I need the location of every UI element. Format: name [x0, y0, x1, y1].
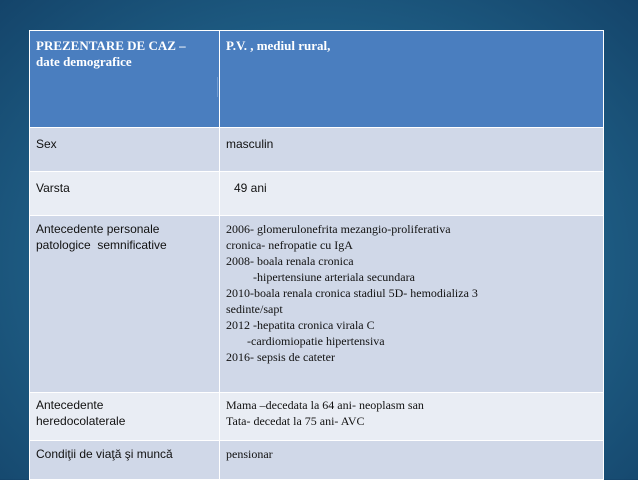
hered-line-father: Tata- decedat la 75 ani- AVC	[226, 414, 365, 428]
hered-line-mother: Mama –decedata la 64 ani- neoplasm san	[226, 398, 424, 412]
conditions-value: pensionar	[220, 441, 604, 480]
conditions-label: Condiţii de viaţă şi muncă	[30, 441, 220, 480]
antecedent-line: 2010-boala renala cronica stadiul 5D- hemodializa 3	[226, 286, 478, 300]
header-patient-cell	[220, 31, 604, 128]
antecedent-line: -hipertensiune arteriala secundara	[226, 270, 415, 284]
header-title-cell	[30, 31, 220, 128]
hered-label-line2: heredocolaterale	[36, 414, 126, 428]
antecedent-line: cronica- nefropatie cu IgA	[226, 238, 353, 252]
header-row	[30, 31, 604, 128]
age-label: Varsta	[30, 172, 220, 216]
age-value: 49 ani	[234, 181, 267, 195]
antecedents-label-line1: Antecedente personale	[36, 222, 160, 236]
case-presentation-table	[29, 30, 604, 480]
hered-value-cell	[220, 393, 604, 441]
antecedent-line: sedinte/sapt	[226, 302, 283, 316]
antecedents-label-cell	[30, 216, 220, 393]
sex-label: Sex	[30, 128, 220, 172]
header-title-line1: PREZENTARE DE CAZ –	[36, 38, 186, 53]
text-cursor	[217, 77, 218, 97]
row-antecedents	[30, 216, 604, 393]
row-sex	[30, 128, 604, 172]
header-patient: P.V. , mediul rural,	[226, 38, 331, 53]
antecedent-line: -cardiomiopatie hipertensiva	[226, 334, 385, 348]
antecedent-line: 2008- boala renala cronica	[226, 254, 354, 268]
antecedents-label-line2: patologice semnificative	[36, 238, 167, 252]
antecedent-line: 2006- glomerulonefrita mezangio-proliferativa	[226, 222, 451, 236]
row-age	[30, 172, 604, 216]
hered-label-cell	[30, 393, 220, 441]
antecedent-line: 2012 -hepatita cronica virala C	[226, 318, 375, 332]
antecedent-line: 2016- sepsis de cateter	[226, 350, 335, 364]
antecedents-value-cell	[220, 216, 604, 393]
row-heredocolateral	[30, 393, 604, 441]
header-title-line2: date demografice	[36, 54, 132, 69]
hered-label-line1: Antecedente	[36, 398, 104, 412]
age-value-cell	[220, 172, 604, 216]
sex-value: masculin	[220, 128, 604, 172]
row-conditions	[30, 441, 604, 480]
